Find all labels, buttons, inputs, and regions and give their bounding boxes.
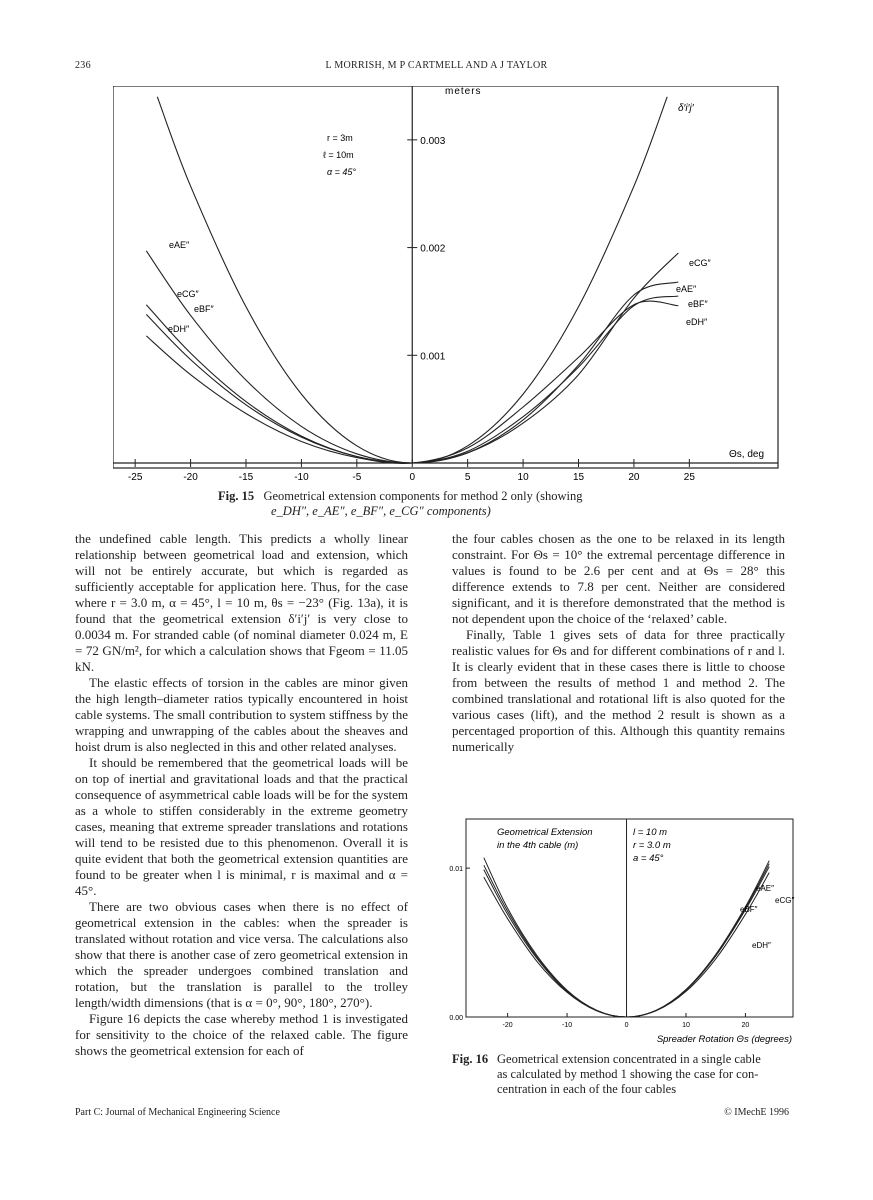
paragraph: Finally, Table 1 gives sets of data for three practically realistic values for Θs and for different combinations of r and l. It is clearly evident that in these cases there is little to choose from between the results of method 1 and method 2. The combined translational and rotational lift is also quoted for the various cases (lift), and the method 2 result is shown as a percentaged proportion of this. Although this quantity remains numerically xyxy=(452,627,785,754)
fig15-x-tick-label: 5 xyxy=(464,472,471,483)
fig16-label-eDH: eDH″ xyxy=(752,941,771,950)
fig16-caption-line: Geometrical extension concentrated in a single cable xyxy=(497,1052,761,1066)
fig15-x-tick-label: 0 xyxy=(409,472,416,483)
fig16-param-l: l = 10 m xyxy=(633,827,668,838)
fig16-y-tick-label: 0.01 xyxy=(449,866,463,874)
paragraph: It should be remembered that the geometrical loads will be on top of inertial and gravitational loads and that the practical consequence of asymmetrical cable loads will be for the system as a whole to stiffen considerably in the extreme geometry cases, meaning that extreme spreader translations and rotations will tend to be resisted due to this phenomenon. Overall it is quite evident that both the geometrical extension quantities are found to be greater when l is minimal, r is maximal and α = 45°. xyxy=(75,755,408,898)
page-number: 236 xyxy=(75,60,91,71)
fig16-chart xyxy=(440,815,800,1050)
footer-journal: Part C: Journal of Mechanical Engineering Science xyxy=(75,1107,280,1118)
fig15-x-tick-label: -15 xyxy=(238,472,254,483)
fig15-x-tick-label: 15 xyxy=(572,472,585,483)
fig16-label-eCG: eCG″ xyxy=(775,896,795,905)
fig15-label-eDH-left: eDH″ xyxy=(168,324,190,334)
fig15-param-alpha: α = 45° xyxy=(327,167,356,177)
fig15-y-tick-label: 0.003 xyxy=(420,135,446,147)
paragraph: the four cables chosen as the one to be relaxed in its length constraint. For Θs = 10° the extremal percentage difference in values is found to be 2.6 per cent and at Θs = 28° this difference extends to 7.8 per cent. Neither are considered significant, and it is therefore demonstrated that the method is not dependent upon the choice of the ‘relaxed’ cable. xyxy=(452,531,785,626)
fig16-y-tick-label: 0.00 xyxy=(449,1015,463,1022)
fig15-param-l: ℓ = 10m xyxy=(323,150,354,160)
fig15-caption xyxy=(218,489,658,519)
fig16-caption-line: as calculated by method 1 showing the case for con- xyxy=(497,1067,759,1081)
fig16-x-tick-label: -20 xyxy=(502,1022,513,1029)
fig15-chart xyxy=(113,86,780,486)
fig16-caption-label: Fig. 16 xyxy=(452,1052,489,1066)
fig16-x-tick-label: -10 xyxy=(562,1022,573,1029)
fig16-x-tick-label: 10 xyxy=(682,1022,690,1029)
footer-copyright: © IMechE 1996 xyxy=(724,1107,789,1118)
fig16-param-r: r = 3.0 m xyxy=(633,840,671,851)
running-head: L MORRISH, M P CARTMELL AND A J TAYLOR xyxy=(325,60,548,71)
fig16-label-eBF: eBF″ xyxy=(740,905,758,914)
fig15-label-eBF-right: eBF″ xyxy=(688,299,708,309)
paragraph: the undefined cable length. This predicts a wholly linear relationship between geometrical load and extension, which will not be entirely accurate, but which is regarded as sufficiently acceptable for application here. Thus, for the case where r = 3.0 m, α = 45°, l = 10 m, θs = −23° (Fig. 13a), it is found that the geometrical extension δ′i′j′ is very close to 0.0034 m. For stranded cable (of nominal diameter 0.024 m, E = 72 GN/m², for which a calculation shows that Fgeom = 11.05 kN. xyxy=(75,531,408,674)
body-column-right xyxy=(452,531,785,755)
fig15-x-tick-label: -20 xyxy=(183,472,198,483)
fig15-label-eDH-right: eDH″ xyxy=(686,317,708,327)
paragraph: Figure 16 depicts the case whereby method 1 is investigated for sensitivity to the choice of the relaxed cable. The figure shows the geometrical extension for each of xyxy=(75,1011,408,1058)
fig16-title-line1: Geometrical Extension xyxy=(497,827,593,838)
fig15-label-eAE-right: eAE″ xyxy=(676,284,697,294)
fig15-label-eAE-left: eAE″ xyxy=(169,240,190,250)
fig16-x-tick-label: 0 xyxy=(624,1022,629,1029)
fig15-x-tick-label: 10 xyxy=(517,472,529,483)
fig16-caption xyxy=(452,1052,797,1097)
fig16-x-tick-label: 20 xyxy=(741,1022,750,1029)
fig15-x-tick-label: -25 xyxy=(127,472,143,483)
fig15-label-delta: δ′i′j′ xyxy=(678,103,694,114)
paragraph: There are two obvious cases when there is no effect of geometrical extension in the cables: when the spreader is translated without rotation and vice versa. The calculations also show that there is another case of zero geometrical extension in which the spreader undergoes combined translation and rotation, but the translation is parallel to the trolley length/width dimensions (that is α = 0°, 90°, 180°, 270°). xyxy=(75,899,408,1010)
fig15-x-unit-label: Θs, deg xyxy=(729,449,765,460)
fig15-label-eBF-left: eBF″ xyxy=(194,304,214,314)
fig16-title-line2: in the 4th cable (m) xyxy=(497,840,579,851)
fig15-x-tick-label: 20 xyxy=(628,472,640,483)
fig15-label-eCG-right: eCG″ xyxy=(689,258,711,268)
fig15-label-eCG-left: eCG″ xyxy=(177,289,199,299)
fig15-x-tick-label: -5 xyxy=(352,472,362,483)
fig15-caption-label: Fig. 15 xyxy=(218,489,255,503)
fig16-x-unit-label: Spreader Rotation Θs (degrees) xyxy=(656,1034,792,1045)
fig15-y-tick-label: 0.001 xyxy=(420,351,446,363)
fig15-x-tick-label: -10 xyxy=(294,472,309,483)
paragraph: The elastic effects of torsion in the cables are minor given the high length–diameter ratios typically encountered in hoist cable systems. The small contribution to system stiffness by the wrapping and unwrapping of the cables about the sheaves and hoist drum is also neglected in this and other related analyses. xyxy=(75,675,408,754)
fig16-label-eAE: eAE″ xyxy=(756,884,774,893)
fig16-param-a: a = 45° xyxy=(633,853,664,864)
fig15-y-tick-label: 0.002 xyxy=(420,243,446,255)
fig15-x-tick-label: 25 xyxy=(683,472,695,483)
fig15-y-unit-label: meters xyxy=(445,86,482,97)
fig15-param-r: r = 3m xyxy=(327,133,353,143)
fig16-caption-line: centration in each of the four cables xyxy=(497,1082,677,1096)
fig15-caption-text2: e_DH″, e_AE″, e_BF″, e_CG″ components) xyxy=(271,504,491,518)
body-column-left xyxy=(75,531,408,1059)
fig15-caption-text: Geometrical extension components for method 2 only (showing xyxy=(263,489,583,503)
fig15-frame xyxy=(113,86,778,468)
